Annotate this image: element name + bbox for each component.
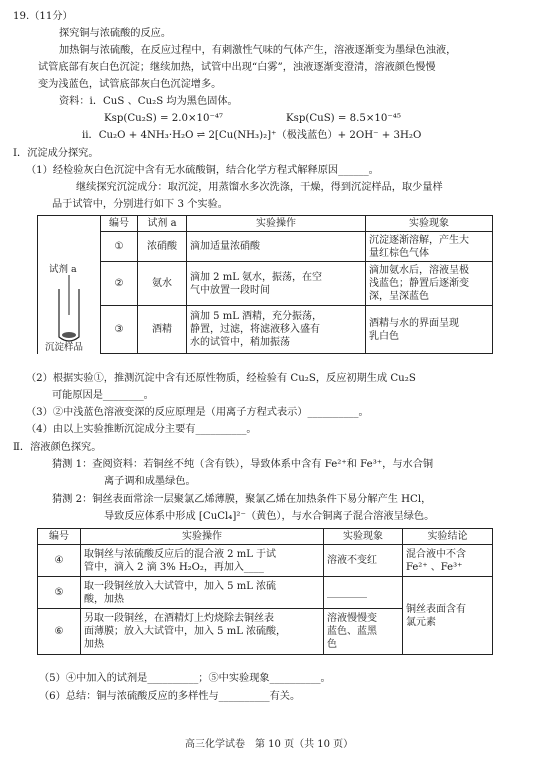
row4-op-line: 取铜丝与浓硫酸反应后的混合液 2 mL 于试 [84,548,277,560]
row2-obs-line: 深，呈深蓝色 [369,291,429,302]
row1-observation [366,232,493,262]
row2-operation [187,262,366,306]
table2-row-4 [38,545,493,577]
row1-reagent: 浓硝酸 [138,232,187,262]
desc-line-3: 变为浅蓝色，试管底部灰白色沉淀增多。 [38,79,222,90]
row5-id: ⑤ [38,577,81,609]
row5-op-line: 酸，加热 [84,593,124,605]
row6-op-line: 加热 [84,639,104,650]
experiment-table-2 [37,528,493,655]
table1-row-2 [38,262,493,306]
row3-id: ③ [101,306,138,354]
q3-text: （3）②中浅蓝色溶液变深的反应原理是（用离子方程式表示）__________。 [26,407,369,418]
row5-op-line: 取一段铜丝放入大试管中，加入 5 mL 浓硫 [84,580,277,592]
row3-operation [187,306,366,354]
guess1-line-a: 猜测 1：查阅资料：若铜丝不纯（含有铁），导致体系中含有 Fe²⁺和 Fe³⁺，与水合铜 [52,459,434,470]
row1-id: ① [101,232,138,262]
equation-ii: ii．Cu₂O + 4NH₃·H₂O ⇌ 2[Cu(NH₃)₂]⁺（极浅蓝色）+ 2OH⁻ + 3H₂O [82,130,422,141]
row3-op-line: 水的试管中，稍加振荡 [190,337,290,348]
info-title: 资料：i．CuS 、Cu₂S 均为黑色固体。 [59,96,238,107]
row4-conclusion [403,545,493,577]
guess2-line-b: 导致反应体系中形成 [CuCl₄]²⁻（黄色），与水合铜离子混合溶液呈绿色。 [104,511,435,522]
page-footer: 高三化学试卷 第 10 页（共 10 页） [185,739,354,750]
row3-obs-line: 乳白色 [369,330,399,342]
row3-op-line: 滴加 5 mL 酒精，充分振荡， [190,311,323,322]
row6-op-line: 面薄膜；放入大试管中，加入 5 mL 浓硫酸， [84,626,287,637]
row3-op-line: 静置，过滤，将滤液移入盛有 [190,324,320,335]
table2-row-5 [38,577,493,609]
question-number: 19.（11分） [13,11,73,22]
q6-text: （6）总结：铜与浓硫酸反应的多样性与__________有关。 [39,691,301,702]
header-reagent: 试剂 a [138,216,187,232]
table1-header-row [38,216,493,232]
row2-observation [366,262,493,306]
ksp-cu2s: Ksp(Cu₂S) = 2.0×10⁻⁴⁷ [104,113,223,124]
row2-reagent: 氨水 [138,262,187,306]
q2-line-a: （2）根据实验①，推测沉淀中含有还原性物质，经检验有 Cu₂S，反应初期生成 Cu₂S [26,373,416,384]
row2-op-line: 气中放置一段时间 [190,284,270,296]
row2-op-line: 滴加 2 mL 氨水，振荡，在空 [190,271,323,283]
table1-row-3 [38,306,493,354]
header-observation: 实验现象 [366,216,493,232]
row3-obs-line: 酒精与水的界面呈现 [369,317,459,329]
row6-concl-line: 氯元素 [406,616,436,628]
table1-row-1 [38,232,493,262]
row5-operation [81,577,324,609]
row4-concl-line: 混合液中不含 [406,548,466,560]
table2-header-row [38,529,493,545]
t2-header-conclusion: 实验结论 [403,529,493,545]
q5-text: （5）④中加入的试剂是__________；⑤中实验现象__________。 [39,673,331,684]
q4-text: （4）由以上实验推断沉淀成分主要有__________。 [26,424,257,435]
experiment-table-1 [37,215,493,354]
row4-op-line: 管中，滴入 2 滴 3% H₂O₂，再加入____ [84,561,264,573]
test-tube-icon [41,245,97,345]
part1-title: Ⅰ．沉淀成分探究。 [13,148,99,159]
q2-line-b: 可能原因是________。 [52,390,154,401]
row6-id: ⑥ [38,609,81,655]
row4-concl-line: Fe²⁺ 、Fe³⁺ [406,561,463,573]
t2-header-operation: 实验操作 [81,529,324,545]
guess1-line-b: 离子调和成墨绿色。 [104,476,196,487]
t2-header-id: 编号 [38,529,81,545]
row6-obs-line: 溶液慢慢变 [327,613,377,624]
row4-observation: 溶液不变红 [324,545,403,577]
row3-observation [366,306,493,354]
row1-obs-line: 量红棕色气体 [369,247,429,259]
header-id: 编号 [101,216,138,232]
desc-line-2: 试管底部有灰白色沉淀；继续加热，试管中出现“白雾”，浊液逐渐变澄清，溶液颜色慢慢 [38,62,436,73]
row2-obs-line: 滴加氨水后，溶液呈极 [369,265,469,276]
row6-op-line: 另取一段铜丝，在酒精灯上灼烧除去铜丝表 [84,613,274,624]
row5-observation: ________ [324,577,403,609]
row5-6-conclusion [403,577,493,655]
q1-line-a: （1）经检验灰白色沉淀中含有无水硫酸铜，结合化学方程式解释原因______。 [26,165,379,176]
row4-id: ④ [38,545,81,577]
row6-observation [324,609,403,655]
tube-label-sample: 沉淀样品 [45,341,84,353]
q1-line-c: 品于试管中，分别进行如下 3 个实验。 [52,199,228,210]
row4-operation [81,545,324,577]
desc-line-1: 加热铜与浓硫酸，在反应过程中，有刺激性气味的气体产生，溶液逐渐变为墨绿色浊液， [59,45,457,56]
q1-line-b: 继续探究沉淀成分：取沉淀，用蒸馏水多次洗涤，干燥，得到沉淀样品，取少量样 [76,182,443,193]
row1-obs-line: 沉淀逐渐溶解，产生大 [369,234,469,246]
row1-op-line: 滴加适量浓硝酸 [190,241,260,252]
row1-operation [187,232,366,262]
row2-id: ② [101,262,138,306]
guess2-line-a: 猜测 2：铜丝表面常涂一层聚氯乙烯薄膜，聚氯乙烯在加热条件下易分解产生 HCl， [52,494,432,505]
row6-obs-line: 色 [327,639,337,650]
part2-title: Ⅱ．溶液颜色探究。 [13,442,102,453]
t2-header-observation: 实验现象 [324,529,403,545]
row6-operation [81,609,324,655]
row3-reagent: 酒精 [138,306,187,354]
header-operation: 实验操作 [187,216,366,232]
ksp-cus: Ksp(CuS) = 8.5×10⁻⁴⁵ [286,113,401,124]
intro-text: 探究铜与浓硫酸的反应。 [59,28,172,39]
tube-cell [38,216,101,354]
row2-obs-line: 浅蓝色；静置后逐渐变 [369,278,469,289]
row6-concl-line: 铜丝表面含有 [406,603,466,615]
tube-label-reagent: 试剂 a [49,263,77,275]
row6-obs-line: 蓝色、蓝黑 [327,626,377,637]
